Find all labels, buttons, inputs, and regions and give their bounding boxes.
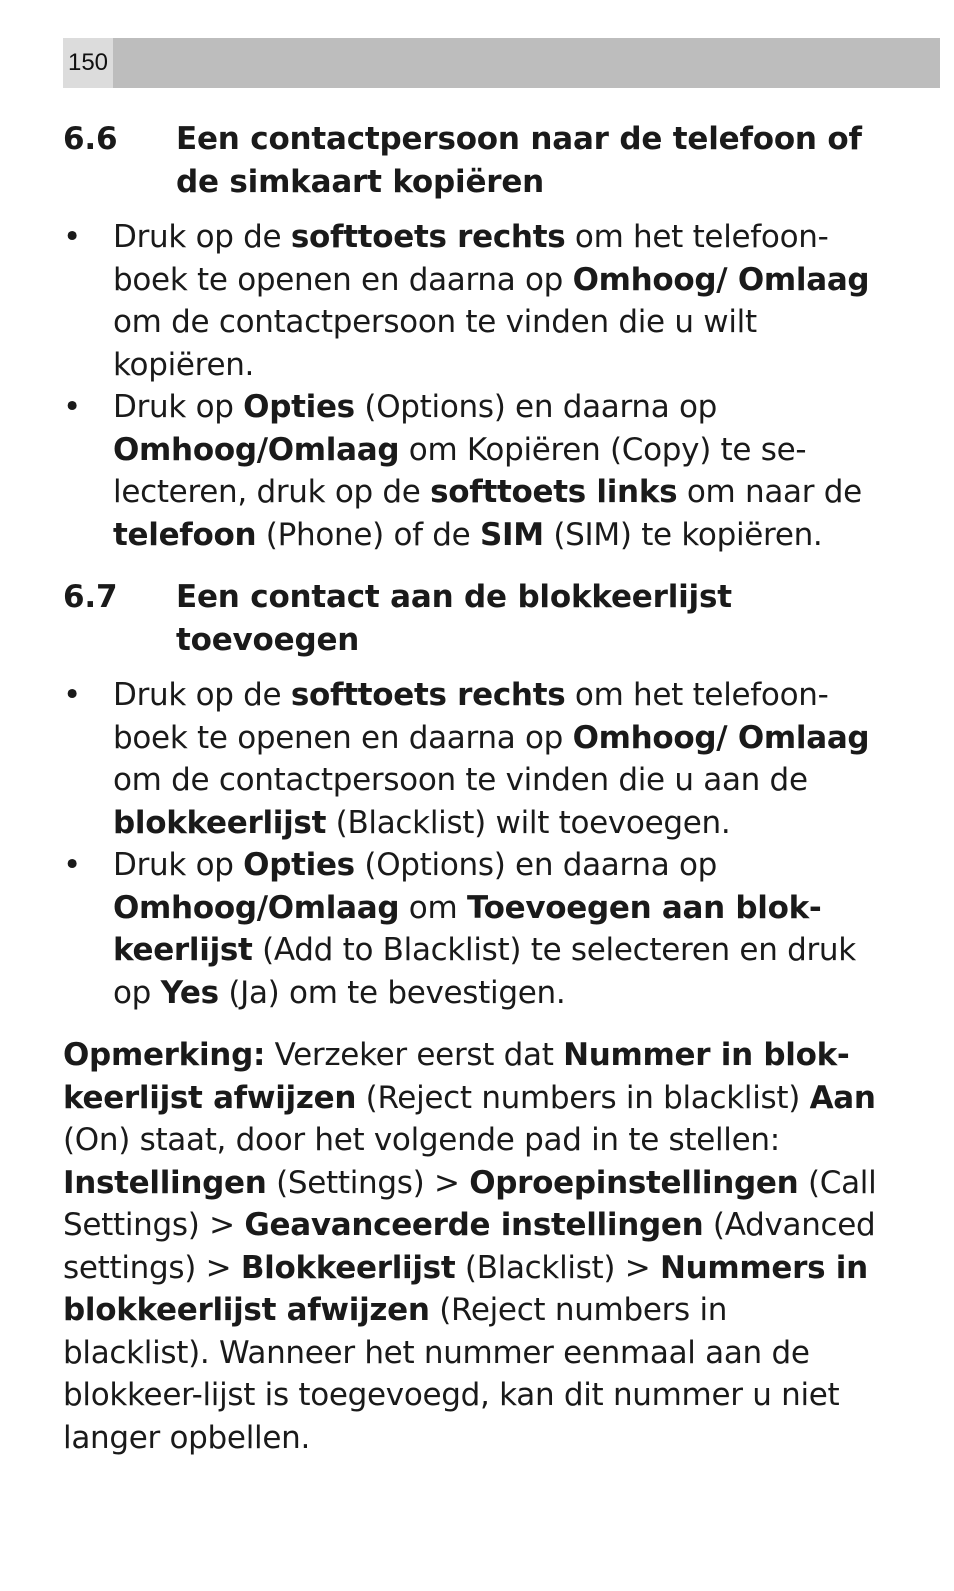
text-run: Druk op bbox=[113, 389, 244, 425]
text-run: Druk op bbox=[113, 847, 244, 883]
bold-term: Blokkeerlijst bbox=[240, 1249, 456, 1286]
text-run: (Call Settings) > bbox=[63, 1164, 877, 1243]
text-run: om het telefoon-boek te openen en daarna op bbox=[113, 677, 829, 756]
text-run: (Options) en daarna op bbox=[354, 847, 718, 883]
section-heading bbox=[63, 576, 878, 662]
section-number: 6.6 bbox=[63, 121, 118, 157]
bullet-list bbox=[63, 216, 878, 556]
note-paragraph bbox=[63, 1034, 878, 1459]
page-number: 150 bbox=[63, 38, 113, 88]
bullet-item bbox=[63, 844, 878, 1014]
bold-term: softtoets rechts bbox=[290, 677, 566, 713]
bold-term: Omhoog/Omlaag bbox=[113, 889, 400, 926]
bullet-item bbox=[63, 386, 878, 556]
text-run: om naar de bbox=[677, 474, 862, 510]
bullet-icon: • bbox=[63, 219, 81, 255]
bold-term: SIM bbox=[480, 516, 544, 553]
bullet-item bbox=[63, 674, 878, 844]
bold-term: softtoets rechts bbox=[290, 219, 566, 255]
bullet-icon: • bbox=[63, 677, 81, 713]
section-heading bbox=[63, 118, 878, 204]
bullet-text bbox=[113, 389, 862, 553]
bold-term: telefoon bbox=[113, 516, 257, 553]
text-run: om de contactpersoon te vinden die u aan de bbox=[113, 762, 808, 798]
bold-term: Opties bbox=[243, 847, 355, 883]
section-title: Een contactpersoon naar de telefoon of de simkaart kopiëren bbox=[176, 121, 862, 200]
text-run: (Settings) > bbox=[266, 1164, 470, 1201]
text-run: (Add to Blacklist) te selecteren en druk op bbox=[113, 932, 856, 1011]
text-run: (SIM) te kopiëren. bbox=[543, 516, 823, 553]
bold-term: Omhoog/Omlaag bbox=[113, 431, 400, 468]
bold-term: Nummer in blok-keerlijst afwijzen bbox=[63, 1037, 850, 1116]
text-run: Verzeker eerst dat bbox=[265, 1037, 564, 1073]
bold-term: blokkeerlijst bbox=[113, 804, 327, 841]
text-run: om Kopiëren (Copy) te se-lecteren, druk op de bbox=[113, 431, 807, 510]
note-text bbox=[63, 1037, 876, 1456]
text-run: (Options) en daarna op bbox=[354, 389, 718, 425]
bullet-item bbox=[63, 216, 878, 386]
bullet-text bbox=[113, 847, 856, 1011]
bold-term: Nummers in blokkeerlijst afwijzen bbox=[63, 1249, 868, 1328]
bold-term: Opmerking: bbox=[63, 1037, 266, 1073]
bold-term: Yes bbox=[160, 974, 219, 1011]
section-6-7 bbox=[63, 576, 878, 1014]
bold-term: Toevoegen aan blok-keerlijst bbox=[113, 889, 822, 968]
text-run: (Phone) of de bbox=[256, 516, 481, 553]
text-run: (Blacklist) > bbox=[455, 1249, 660, 1286]
text-run: (Ja) om te bevestigen. bbox=[218, 974, 566, 1011]
page-content bbox=[63, 118, 878, 1490]
text-run: (Reject numbers in blacklist) bbox=[356, 1079, 810, 1116]
section-title: Een contact aan de blokkeerlijst toevoegen bbox=[176, 579, 732, 658]
header-bar bbox=[63, 38, 940, 88]
bold-term: Geavanceerde instellingen bbox=[244, 1207, 704, 1243]
text-run: Druk op de bbox=[113, 677, 291, 713]
section-number: 6.7 bbox=[63, 579, 118, 615]
bold-term: Opties bbox=[243, 389, 355, 425]
bold-term: Aan bbox=[809, 1079, 876, 1116]
text-run: om de contactpersoon te vinden die u wilt kopiëren. bbox=[113, 304, 757, 383]
section-6-6 bbox=[63, 118, 878, 556]
bullet-list bbox=[63, 674, 878, 1014]
text-run: (Reject numbers in blacklist). Wanneer het nummer eenmaal aan de blokkeer-lijst is toegevoegd, kan dit nummer u niet langer opbellen. bbox=[63, 1292, 840, 1456]
bullet-icon: • bbox=[63, 847, 81, 883]
text-run: (Blacklist) wilt toevoegen. bbox=[326, 804, 731, 841]
bold-term: Omhoog/ Omlaag bbox=[572, 719, 870, 756]
bullet-icon: • bbox=[63, 389, 81, 425]
bullet-text bbox=[113, 677, 869, 841]
text-run: Druk op de bbox=[113, 219, 291, 255]
bold-term: Oproepinstellingen bbox=[469, 1164, 799, 1201]
text-run: om bbox=[399, 889, 467, 926]
text-run: om het telefoon-boek te openen en daarna op bbox=[113, 219, 829, 298]
text-run: (Advanced settings) > bbox=[63, 1207, 876, 1286]
bold-term: Omhoog/ Omlaag bbox=[572, 261, 870, 298]
bold-term: Instellingen bbox=[63, 1164, 267, 1201]
bullet-text bbox=[113, 219, 869, 383]
text-run: (On) staat, door het volgende pad in te stellen: bbox=[63, 1122, 780, 1158]
bold-term: softtoets links bbox=[430, 474, 678, 510]
